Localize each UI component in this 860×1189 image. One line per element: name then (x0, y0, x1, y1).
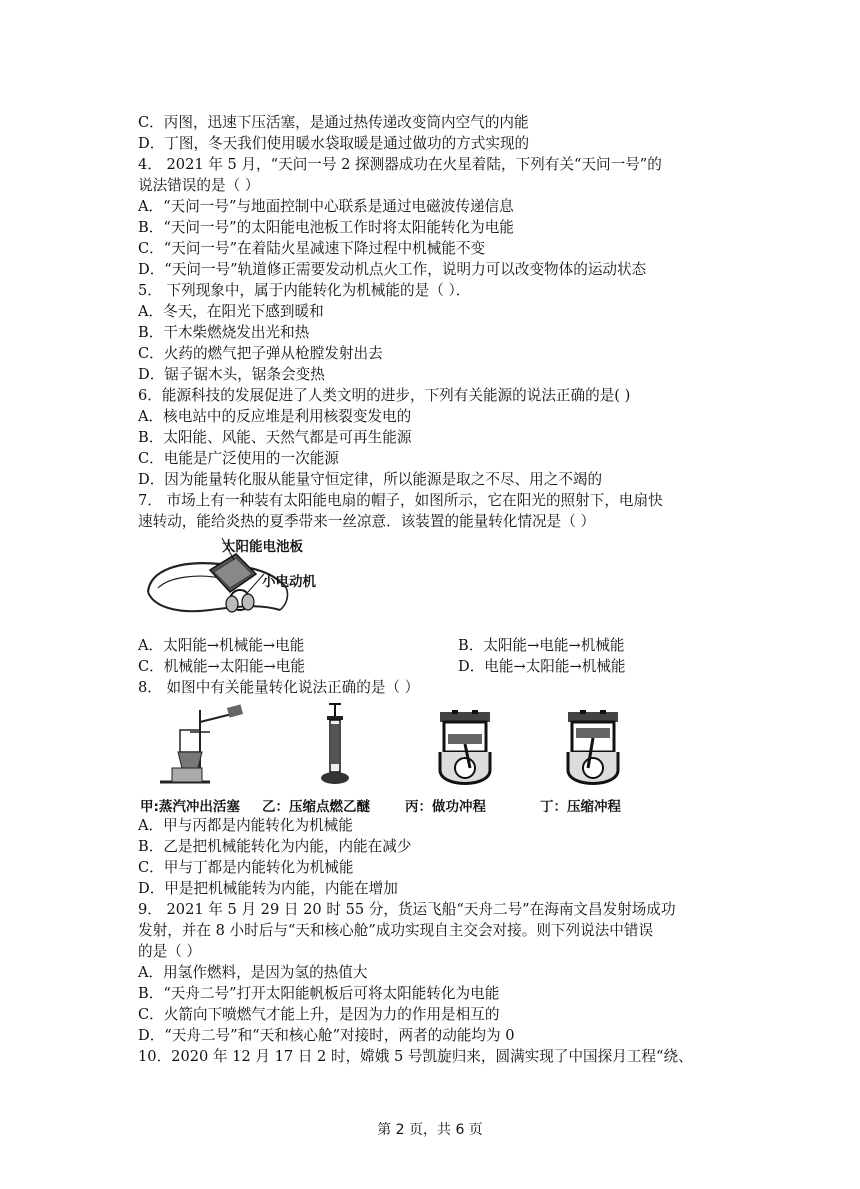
option-a: A．核电站中的反应堆是利用核裂变发电的 (138, 408, 412, 425)
option-c: C．电能是广泛使用的一次能源 (138, 450, 339, 467)
compression-tube-figure (305, 702, 365, 790)
option-d: D．锯子锯木头，锯条会变热 (138, 366, 325, 383)
option-a: A．太阳能→机械能→电能 (138, 637, 305, 654)
question-8-stem: 8． 如图中有关能量转化说法正确的是（ ） (138, 679, 420, 696)
option-a: A．冬天，在阳光下感到暖和 (138, 303, 324, 320)
option-d: D．甲是把机械能转为内能，内能在增加 (138, 880, 398, 897)
compression-stroke-engine-figure (558, 710, 628, 790)
caption-jia: 甲:蒸汽冲出活塞 (140, 799, 240, 815)
page-footer: 第 2 页，共 6 页 (377, 1122, 483, 1138)
option-b: B．“天问一号”的太阳能电池板工作时将太阳能转化为电能 (138, 219, 514, 236)
option-d: D．因为能量转化服从能量守恒定律，所以能源是取之不尽、用之不竭的 (138, 471, 603, 488)
label-solar-panel: 太阳能电池板 (222, 539, 303, 555)
option-c: C．甲与丁都是内能转化为机械能 (138, 859, 354, 876)
option-a: A．“天问一号”与地面控制中心联系是通过电磁波传递信息 (138, 198, 514, 215)
caption-ding: 丁：压缩冲程 (540, 799, 621, 815)
text-line: 发射，并在 8 小时后与“天和核心舱”成功实现自主交会对接。则下列说法中错误 (138, 922, 654, 939)
power-stroke-engine-figure (430, 710, 500, 790)
caption-yi: 乙：压缩点燃乙醚 (262, 799, 370, 815)
option-d: D．“天舟二号”和“天和核心舱”对接时，两者的动能均为 0 (138, 1027, 515, 1044)
text-line: C．丙图，迅速下压活塞，是通过热传递改变筒内空气的内能 (138, 114, 529, 131)
option-d: D．“天问一号”轨道修正需要发动机点火工作，说明力可以改变物体的运动状态 (138, 261, 647, 278)
text-line: 的是（ ） (138, 943, 202, 960)
caption-bing: 丙：做功冲程 (405, 799, 486, 815)
option-b: B．“天舟二号”打开太阳能帆板后可将太阳能转化为电能 (138, 985, 500, 1002)
option-b: B．太阳能→电能→机械能 (458, 637, 625, 654)
option-c: C．火药的燃气把子弹从枪膛发射出去 (138, 345, 383, 362)
text-line: D．丁图，冬天我们使用暖水袋取暖是通过做功的方式实现的 (138, 135, 530, 152)
question-10-stem: 10．2020 年 12 月 17 日 2 时，嫦娥 5 号凯旋归来，圆满实现了中国探月工程“绕、 (138, 1048, 693, 1065)
question-9-stem: 9． 2021 年 5 月 29 日 20 时 55 分，货运飞船“天舟二号”在海南文昌发射场成功 (138, 901, 676, 918)
option-a: A．用氢作燃料，是因为氢的热值大 (138, 964, 368, 981)
text-line: 说法错误的是（ ） (138, 177, 260, 194)
option-c: C．机械能→太阳能→电能 (138, 658, 305, 675)
option-a: A．甲与丙都是内能转化为机械能 (138, 817, 353, 834)
option-b: B．干木柴燃烧发出光和热 (138, 324, 310, 341)
option-d: D．电能→太阳能→机械能 (458, 658, 626, 675)
option-b: B．太阳能、风能、天然气都是可再生能源 (138, 429, 412, 446)
question-6-stem: 6．能源科技的发展促进了人类文明的进步，下列有关能源的说法正确的是( ) (138, 387, 631, 404)
steam-piston-figure (150, 702, 250, 790)
option-c: C．“天问一号”在着陆火星减速下降过程中机械能不变 (138, 240, 486, 257)
label-small-motor: 小电动机 (262, 574, 316, 590)
question-5-stem: 5． 下列现象中，属于内能转化为机械能的是（ ）． (138, 282, 471, 299)
option-b: B．乙是把机械能转化为内能，内能在减少 (138, 838, 412, 855)
question-4-stem: 4． 2021 年 5 月，“天问一号 2 探测器成功在火星着陆，下列有关“天问一号”的 (138, 156, 662, 173)
question-7-stem: 7． 市场上有一种装有太阳能电扇的帽子，如图所示，它在阳光的照射下，电扇快 (138, 492, 663, 509)
option-c: C．火箭向下喷燃气才能上升，是因为力的作用是相互的 (138, 1006, 500, 1023)
text-line: 速转动，能给炎热的夏季带来一丝凉意．该装置的能量转化情况是（ ） (138, 513, 596, 530)
